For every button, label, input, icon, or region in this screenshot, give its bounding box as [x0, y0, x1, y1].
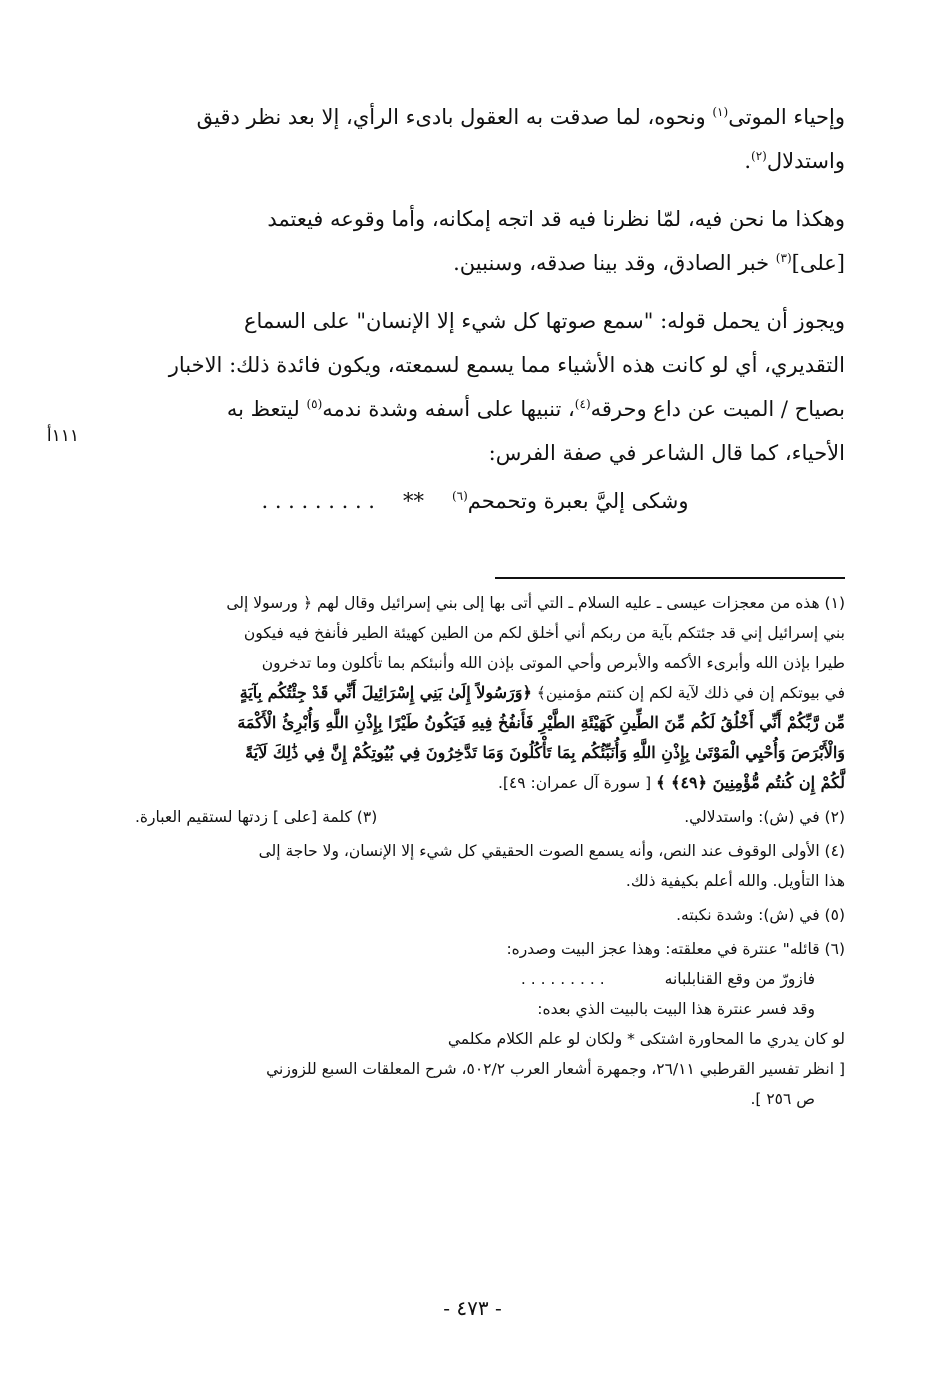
poem-verse — [105, 489, 845, 513]
paragraph-3-line-1: ويجوز أن يحمل قوله: "سمع صوتها كل شيء إلا الإنسان" على السماع — [243, 309, 845, 333]
footnote-ref-6: (٦) — [451, 489, 468, 503]
margin-folio-reference: ١١١أ — [46, 426, 80, 446]
verse-text — [452, 489, 689, 513]
text-segment: . — [744, 149, 751, 173]
text-segment: في بيوتكم إن في ذلك لآية لكم إن كنتم مؤمنين﴾ — [531, 684, 845, 702]
footnote-6-line: ص ٢٥٦ ]. — [750, 1090, 815, 1108]
verse-hemistich: وشكى إليَّ بعبرة وتحمحم — [467, 489, 689, 513]
text-segment: بصياح / الميت عن داع وحرقه — [590, 397, 845, 421]
paragraph-2-line-2 — [105, 241, 845, 285]
paragraph-1-line-2 — [105, 139, 845, 183]
footnote-ref-5: (٥) — [306, 397, 323, 411]
paragraph-2-line-1: وهكذا ما نحن فيه، لمّا نظرنا فيه قد اتجه إمكانه، وأما وقوعه فيعتمد — [267, 207, 845, 231]
verse-separator: ** — [402, 489, 424, 513]
footnote-4 — [105, 836, 845, 896]
verse-ellipsis: . . . . . . . . . — [261, 489, 375, 513]
text-segment: ليتعظ به — [226, 397, 307, 421]
footnote-1-line — [105, 768, 845, 798]
footnote-5-line: (٥) في (ش): وشدة نكبته. — [676, 906, 845, 924]
footnote-5 — [105, 900, 845, 930]
footnote-divider — [495, 577, 845, 579]
footnote-6 — [105, 934, 845, 1114]
footnote-1 — [105, 588, 845, 798]
footnote-1-line: طيرا بإذن الله وأبرىء الأكمه والأبرص وأحي الموتى بإذن الله وأنبئكم بما تأكلون وما تدخرون — [261, 654, 845, 672]
footnotes — [105, 588, 845, 1118]
footnote-4-line: (٤) الأولى الوقوف عند النص، وأنه يسمع الصوت الحقيقي كل شيء إلا الإنسان، ولا حاجة إلى — [258, 842, 845, 860]
text-segment: ، تنبيها على أسفه وشدة ندمه — [322, 397, 575, 421]
text-segment: ونحوه، لما صدقت به العقول بادىء الرأي، إلا بعد نظر دقيق — [196, 105, 713, 129]
footnote-1-line: بني إسرائيل إني قد جئتكم بآية من ربكم أني أخلق لكم من الطين كهيئة الطير فأنفخ فيه فيكون — [243, 624, 845, 642]
footnote-6-line: وقد فسر عنترة هذا البيت بالبيت الذي بعده: — [537, 1000, 815, 1018]
verse-hemistich: فازورّ من وقع القنابلبانه — [664, 970, 815, 988]
paragraph-3-line-3 — [105, 387, 845, 431]
footnote-6-line: (٦) قائله" عنترة في معلقته: وهذا عجز البيت وصدره: — [506, 940, 845, 958]
paragraph-3 — [105, 299, 845, 475]
quran-quote: ﴿وَرَسُولاً إِلَىٰ بَنِي إِسْرَائِيلَ أَنِّي قَدْ جِئْتُكُم بِآيَةٍ — [239, 683, 532, 702]
text-segment: واستدلال — [766, 149, 845, 173]
main-text — [105, 95, 845, 513]
footnote-3: (٣) كلمة [على ] زدتها لستقيم العبارة. — [135, 808, 378, 826]
text-segment: [على] — [791, 251, 845, 275]
quran-quote: مِّن رَّبِّكُمْ أَنِّي أَخْلُقُ لَكُم مِّنَ الطِّينِ كَهَيْئَةِ الطَّيْرِ فَأَنفُخُ فِيهِ فَيَكُونُ طَيْرًا بِإِذْنِ اللَّهِ وَأُبْرِئُ الْأَكْمَهَ — [237, 713, 845, 732]
text-segment: وإحياء الموتى — [728, 105, 845, 129]
footnote-4-line: هذا التأويل. والله أعلم بكيفية ذلك. — [625, 872, 845, 890]
surah-citation: [ سورة آل عمران: ٤٩]. — [497, 774, 657, 792]
footnote-2: (٢) في (ش): واستدلالي. — [684, 808, 845, 826]
footnote-ref-3: (٣) — [775, 251, 792, 265]
footnote-ref-2: (٢) — [751, 149, 767, 163]
paragraph-1 — [105, 95, 845, 183]
text-segment: خبر الصادق، وقد بينا صدقه، وسنبين. — [453, 251, 776, 275]
quran-quote: وَالْأَبْرَصَ وَأُحْيِي الْمَوْتَىٰ بِإِذْنِ اللَّهِ وَأُنَبِّئُكُم بِمَا تَأْكُلُونَ وَمَا تَدَّخِرُونَ فِي بُيُوتِكُمْ إِنَّ فِي ذَٰلِكَ لَآيَةً — [245, 743, 845, 762]
paragraph-3-line-2: التقديري، أي لو كانت هذه الأشياء مما يسمع لسمعته، ويكون فائدة ذلك: الاخبار — [168, 353, 845, 377]
footnotes-2-3 — [105, 802, 845, 832]
footnote-6-line: [ انظر تفسير القرطبي ٢٦/١١، وجمهرة أشعار العرب ٥٠٢/٢، شرح المعلقات السبع للزوزني — [266, 1060, 845, 1078]
verse-ellipsis: . . . . . . . . . — [520, 970, 605, 988]
footnote-6-verse — [105, 964, 845, 994]
footnote-ref-4: (٤) — [574, 397, 591, 411]
page-number: - ٤٧٣ - — [443, 1296, 502, 1320]
quran-quote: لَّكُمْ إِن كُنتُم مُّؤْمِنِينَ ﴿٤٩﴾ ﴾ — [656, 773, 845, 792]
paragraph-1-line-1 — [105, 95, 845, 139]
paragraph-3-line-4: الأحياء، كما قال الشاعر في صفة الفرس: — [488, 441, 845, 465]
paragraph-2 — [105, 197, 845, 285]
footnote-1-line — [105, 678, 845, 708]
footnote-1-line: (١) هذه من معجزات عيسى ـ عليه السلام ـ التي أتى بها إلى بني إسرائيل وقال لهم ﴿ ورسولا إلى — [226, 594, 845, 612]
footnote-ref-1: (١) — [712, 105, 729, 119]
footnote-6-line: لو كان يدري ما المحاورة اشتكى * ولكان لو علم الكلام مكلمي — [447, 1030, 845, 1048]
